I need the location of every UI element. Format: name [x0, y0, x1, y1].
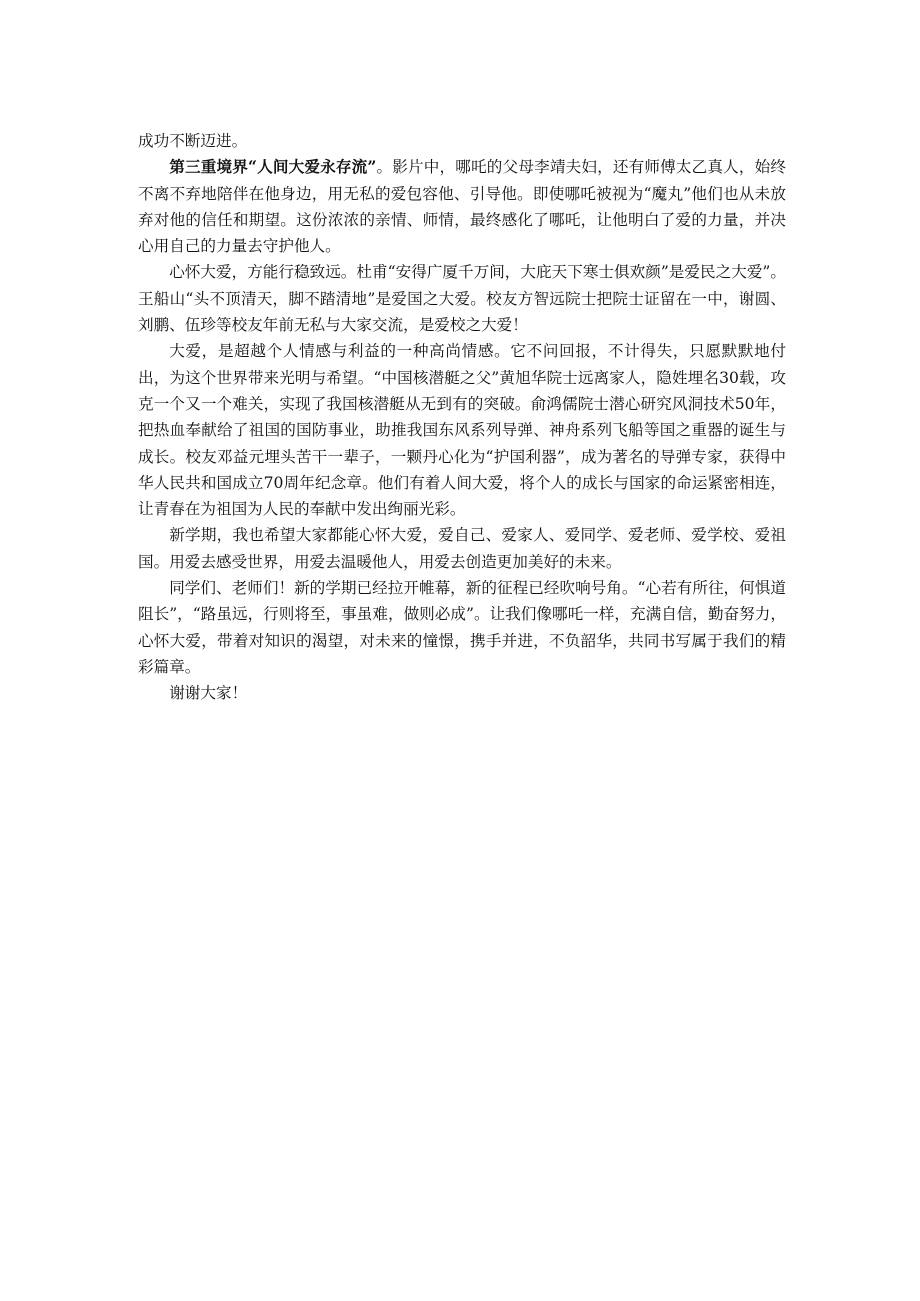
document-body: [138, 128, 786, 707]
paragraph-2: [138, 154, 786, 259]
paragraph-4-text: 大爱，是超越个人情感与利益的一种高尚情感。它不问回报，不计得失，只愿默默地付出，为这个世界带来光明与希望。“中国核潜艇之父”黄旭华院士远离家人，隐姓埋名30载，攻克一个又一个难关，实现了我国核潜艇从无到有的突破。俞鸿儒院士潜心研究风洞技术50年，把热血奉献给了祖国的国防事业，助推我国东风系列导弹、神舟系列飞船等国之重器的诞生与成长。校友邓益元埋头苦干一辈子，一颗丹心化为“护国利器”，成为著名的导弹专家，获得中华人民共和国成立70周年纪念章。他们有着人间大爱，将个人的成长与国家的命运紧密相连，让青春在为祖国为人民的奉献中发出绚丽光彩。: [138, 342, 786, 519]
paragraph-1-text: 成功不断迈进。: [138, 132, 248, 150]
paragraph-5: [138, 522, 786, 575]
paragraph-2-lead: 第三重境界“人间大爱永存流”: [169, 157, 377, 177]
paragraph-6: [138, 575, 786, 680]
paragraph-5-text: 新学期，我也希望大家都能心怀大爱，爱自己、爱家人、爱同学、爱老师、爱学校、爱祖国。用爱去感受世界，用爱去温暖他人，用爱去创造更加美好的未来。: [138, 526, 786, 571]
paragraph-3-text: 心怀大爱，方能行稳致远。杜甫“安得广厦千万间，大庇天下寒士俱欢颜”是爱民之大爱”。王船山“头不顶清天，脚不踏清地”是爱国之大爱。校友方智远院士把院士证留在一中，谢圆、刘鹏、伍珍等校友年前无私与大家交流，是爱校之大爱！: [138, 263, 786, 335]
paragraph-1: [138, 128, 786, 154]
paragraph-7: [138, 680, 786, 706]
paragraph-3: [138, 259, 786, 338]
paragraph-4: [138, 338, 786, 522]
paragraph-7-text: 谢谢大家！: [169, 684, 248, 703]
paragraph-2-text: 。影片中，哪吒的父母李靖夫妇，还有师傅太乙真人，始终不离不弃地陪伴在他身边，用无私的爱包容他、引导他。即使哪吒被视为“魔丸”他们也从未放弃对他的信任和期望。这份浓浓的亲情、师情，最终感化了哪吒，让他明白了爱的力量，并决心用自己的力量去守护他人。: [138, 158, 786, 256]
paragraph-6-text: 同学们、老师们！新的学期已经拉开帷幕，新的征程已经吹响号角。“心若有所往，何惧道阻长”，“路虽远，行则将至，事虽难，做则必成”。让我们像哪吒一样，充满自信，勤奋努力，心怀大爱，带着对知识的渴望，对未来的憧憬，携手并进，不负韶华，共同书写属于我们的精彩篇章。: [138, 579, 786, 676]
